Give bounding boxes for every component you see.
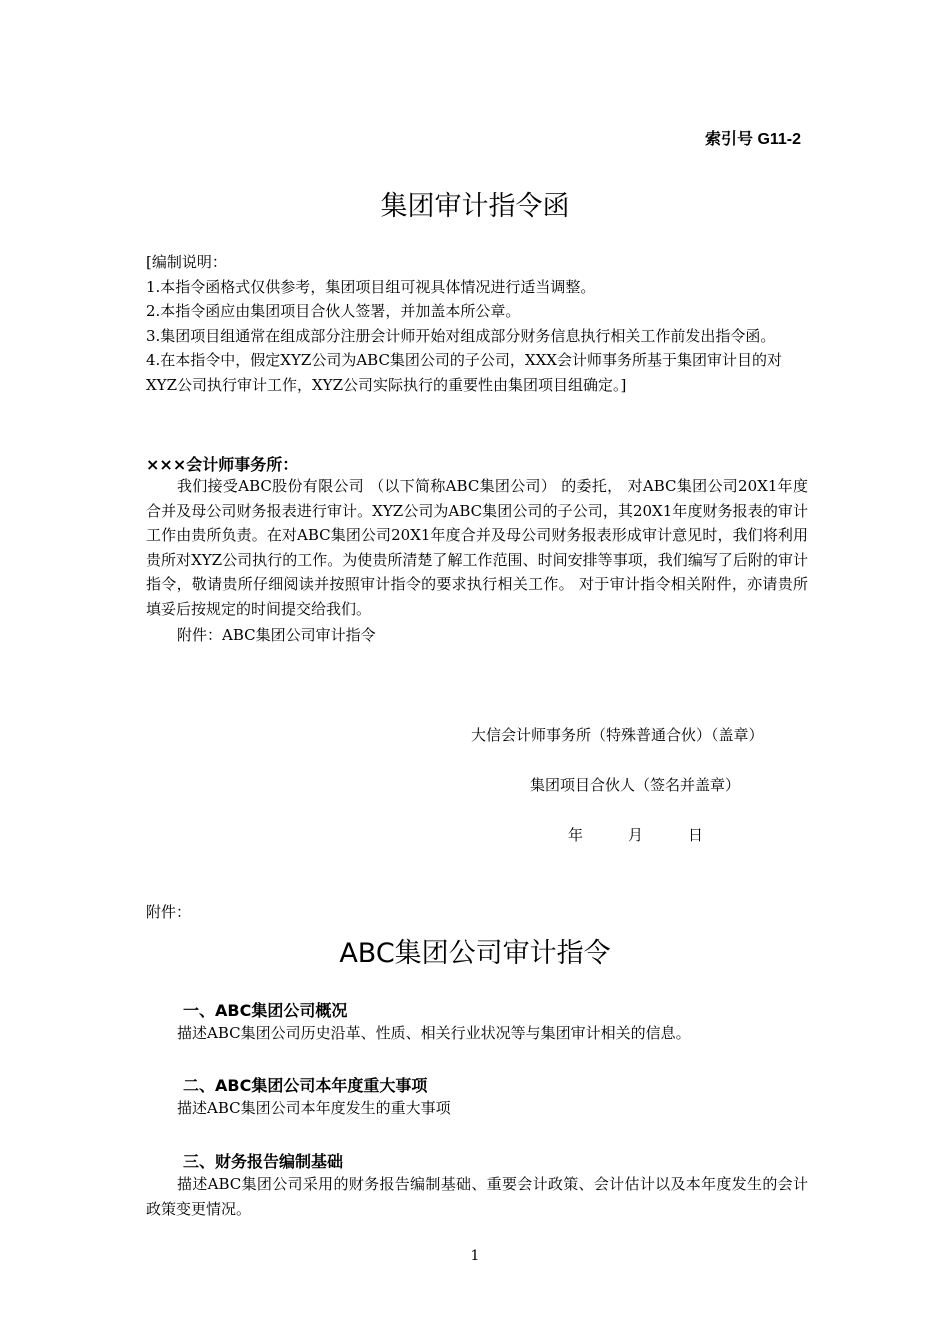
note-line: 2.本指令函应由集团项目合伙人签署，并加盖本所公章。 — [146, 302, 521, 320]
date-day: 日 — [688, 826, 704, 844]
note-line: 1.本指令函格式仅供参考，集团项目组可视具体情况进行适当调整。 — [146, 277, 596, 296]
compilation-notes — [146, 250, 808, 397]
partner-signature: 集团项目合伙人（签名并盖章） — [530, 776, 741, 794]
note-line: [编制说明： — [146, 253, 227, 271]
section-heading: 二、ABC集团公司本年度重大事项 — [183, 1076, 428, 1095]
section-body: 描述ABC集团公司采用的财务报告编制基础、重要会计政策、会计估计以及本年度发生的会计政策变更情况。 — [146, 1175, 808, 1218]
section-heading: 三、财务报告编制基础 — [183, 1152, 344, 1171]
letter-addressee: ×××会计师事务所： — [146, 455, 299, 474]
date-year: 年 — [568, 826, 584, 844]
attachment-reference: 附件：ABC集团公司审计指令 — [177, 626, 376, 644]
index-reference: 索引号 G11-2 — [705, 131, 802, 148]
letter-paragraph: 我们接受ABC股份有限公司 （以下简称ABC集团公司） 的委托， 对ABC集团公司20X1年度合并及母公司财务报表进行审计。XYZ公司为ABC集团公司的子公司，其20X1年度财务报表的审计工作由贵所负责。在对ABC集团公司20X1年度合并及母公司财务报表形成审计意见时，我们将利用贵所对XYZ公司执行的工作。为使贵所清楚了解工作范围、时间安排等事项，我们编写了后附的审计指令，敬请贵所仔细阅读并按照审计指令的要求执行相关工作。 对于审计指令相关附件，亦请贵所填妥后按规定的时间提交给我们。 — [146, 477, 808, 618]
date-month: 月 — [628, 826, 644, 844]
note-line: 3.集团项目组通常在组成部分注册会计师开始对组成部分财务信息执行相关工作前发出指令函。 — [146, 326, 776, 345]
attachment-label: 附件： — [146, 903, 192, 921]
signature-date — [568, 824, 748, 845]
section-heading: 一、ABC集团公司概况 — [183, 1001, 348, 1020]
firm-signature: 大信会计师事务所（特殊普通合伙）（盖章） — [471, 726, 764, 744]
document-title: 集团审计指令函 — [380, 191, 570, 222]
attachment-title: ABC集团公司审计指令 — [339, 938, 611, 969]
note-line: 4.在本指令中，假定XYZ公司为ABC集团公司的子公司，XXX会计师事务所基于集团审计目的对XYZ公司执行审计工作，XYZ公司实际执行的重要性由集团项目组确定。] — [146, 351, 782, 394]
letter-body — [146, 474, 808, 621]
section-body: 描述ABC集团公司历史沿革、性质、相关行业状况等与集团审计相关的信息。 — [177, 1024, 691, 1042]
section-body: 描述ABC集团公司本年度发生的重大事项 — [177, 1099, 451, 1117]
page-number: 1 — [470, 1248, 480, 1264]
